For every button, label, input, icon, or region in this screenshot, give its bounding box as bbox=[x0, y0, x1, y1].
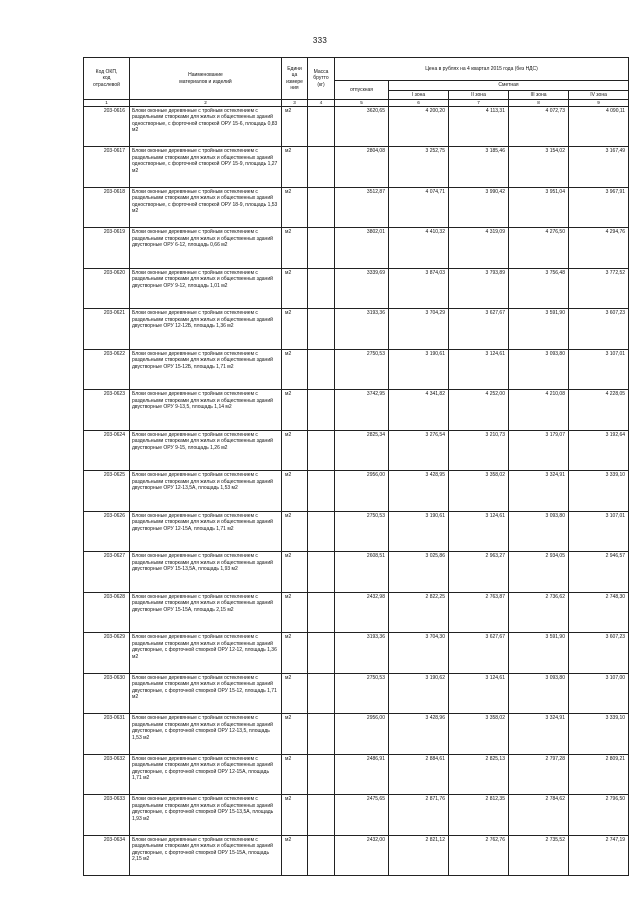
table-body bbox=[84, 106, 629, 876]
cell-unit: м2 bbox=[282, 714, 308, 755]
cell-zone-4-price: 3 192,64 bbox=[569, 430, 629, 471]
cell-mass bbox=[308, 147, 335, 188]
cell-zone-2-price: 3 358,02 bbox=[449, 471, 509, 512]
cell-unit: м2 bbox=[282, 268, 308, 309]
col-index: 1 bbox=[84, 100, 130, 107]
col-index: 8 bbox=[509, 100, 569, 107]
cell-zone-4-price: 3 607,23 bbox=[569, 309, 629, 350]
cell-release-price: 2750,53 bbox=[335, 673, 389, 714]
price-table bbox=[83, 57, 629, 876]
col-index: 9 bbox=[569, 100, 629, 107]
cell-zone-3-price: 3 093,80 bbox=[509, 511, 569, 552]
cell-zone-3-price: 4 072,73 bbox=[509, 106, 569, 147]
cell-code: 203-0632 bbox=[84, 754, 130, 795]
table-row bbox=[84, 592, 629, 633]
cell-mass bbox=[308, 187, 335, 228]
cell-zone-3-price: 3 324,91 bbox=[509, 471, 569, 512]
table-row bbox=[84, 228, 629, 269]
cell-zone-4-price: 4 090,11 bbox=[569, 106, 629, 147]
cell-release-price: 3193,36 bbox=[335, 309, 389, 350]
cell-release-price: 2432,98 bbox=[335, 592, 389, 633]
cell-code: 203-0630 bbox=[84, 673, 130, 714]
cell-zone-3-price: 2 797,28 bbox=[509, 754, 569, 795]
header-zone-1: I зона bbox=[389, 90, 449, 100]
header-zone-2: II зона bbox=[449, 90, 509, 100]
cell-code: 203-0621 bbox=[84, 309, 130, 350]
cell-zone-4-price: 3 107,00 bbox=[569, 673, 629, 714]
cell-zone-1-price: 3 704,29 bbox=[389, 309, 449, 350]
cell-code: 203-0620 bbox=[84, 268, 130, 309]
cell-zone-3-price: 3 951,04 bbox=[509, 187, 569, 228]
header-name: Наименование материалов и изделий bbox=[130, 58, 282, 100]
cell-zone-3-price: 4 276,50 bbox=[509, 228, 569, 269]
cell-code: 203-0625 bbox=[84, 471, 130, 512]
cell-name: Блоки оконные деревянные с тройным остеклением с раздельными створками для жилых и общественных зданий двустворные, с форточной створкой ОРУ 12-15А, площадь 1,71 м2 bbox=[130, 754, 282, 795]
cell-mass bbox=[308, 309, 335, 350]
cell-mass bbox=[308, 349, 335, 390]
cell-zone-2-price: 3 627,67 bbox=[449, 633, 509, 674]
cell-unit: м2 bbox=[282, 592, 308, 633]
cell-release-price: 2475,65 bbox=[335, 795, 389, 836]
cell-code: 203-0626 bbox=[84, 511, 130, 552]
cell-zone-3-price: 2 934,05 bbox=[509, 552, 569, 593]
cell-zone-1-price: 3 025,86 bbox=[389, 552, 449, 593]
cell-zone-2-price: 3 185,46 bbox=[449, 147, 509, 188]
cell-mass bbox=[308, 430, 335, 471]
cell-zone-3-price: 3 756,48 bbox=[509, 268, 569, 309]
cell-code: 203-0618 bbox=[84, 187, 130, 228]
cell-zone-1-price: 3 428,96 bbox=[389, 714, 449, 755]
cell-zone-1-price: 4 410,32 bbox=[389, 228, 449, 269]
cell-zone-3-price: 3 179,07 bbox=[509, 430, 569, 471]
cell-release-price: 2804,08 bbox=[335, 147, 389, 188]
cell-unit: м2 bbox=[282, 552, 308, 593]
cell-zone-4-price: 2 748,30 bbox=[569, 592, 629, 633]
cell-unit: м2 bbox=[282, 309, 308, 350]
cell-mass bbox=[308, 390, 335, 431]
cell-code: 203-0619 bbox=[84, 228, 130, 269]
table-row bbox=[84, 795, 629, 836]
cell-name: Блоки оконные деревянные с тройным остеклением с раздельными створками для жилых и общественных зданий двустворные ОРУ 12-12Б, площадь 1,36 м2 bbox=[130, 309, 282, 350]
header-code: Код ОКП, код отраслевой bbox=[84, 58, 130, 100]
cell-unit: м2 bbox=[282, 147, 308, 188]
cell-code: 203-0622 bbox=[84, 349, 130, 390]
cell-mass bbox=[308, 511, 335, 552]
cell-name: Блоки оконные деревянные с тройным остеклением с раздельными створками для жилых и общественных зданий двустворные ОРУ 15-15А, площадь 2,15 м2 bbox=[130, 592, 282, 633]
cell-unit: м2 bbox=[282, 633, 308, 674]
cell-release-price: 3193,36 bbox=[335, 633, 389, 674]
cell-mass bbox=[308, 471, 335, 512]
cell-mass bbox=[308, 754, 335, 795]
cell-mass bbox=[308, 673, 335, 714]
cell-zone-1-price: 2 884,61 bbox=[389, 754, 449, 795]
table-row bbox=[84, 673, 629, 714]
cell-code: 203-0633 bbox=[84, 795, 130, 836]
cell-zone-3-price: 2 784,62 bbox=[509, 795, 569, 836]
cell-zone-1-price: 3 190,62 bbox=[389, 673, 449, 714]
table-row bbox=[84, 511, 629, 552]
cell-zone-2-price: 3 793,89 bbox=[449, 268, 509, 309]
cell-release-price: 3620,65 bbox=[335, 106, 389, 147]
cell-zone-1-price: 3 704,30 bbox=[389, 633, 449, 674]
table-row bbox=[84, 268, 629, 309]
cell-zone-1-price: 3 874,03 bbox=[389, 268, 449, 309]
table-row bbox=[84, 309, 629, 350]
cell-unit: м2 bbox=[282, 673, 308, 714]
header-zone-3: III зона bbox=[509, 90, 569, 100]
header-price-group: Цена в рублях на 4 квартал 2015 года (без НДС) bbox=[335, 58, 629, 81]
cell-mass bbox=[308, 795, 335, 836]
col-index: 3 bbox=[282, 100, 308, 107]
cell-zone-4-price: 2 747,19 bbox=[569, 835, 629, 876]
cell-release-price: 2486,91 bbox=[335, 754, 389, 795]
cell-unit: м2 bbox=[282, 349, 308, 390]
cell-zone-3-price: 2 735,52 bbox=[509, 835, 569, 876]
table-row bbox=[84, 147, 629, 188]
cell-zone-2-price: 2 825,13 bbox=[449, 754, 509, 795]
cell-release-price: 2956,00 bbox=[335, 471, 389, 512]
col-index: 6 bbox=[389, 100, 449, 107]
cell-unit: м2 bbox=[282, 511, 308, 552]
cell-unit: м2 bbox=[282, 106, 308, 147]
cell-name: Блоки оконные деревянные с тройным остеклением с раздельными створками для жилых и общественных зданий двустворные ОРУ 6-12, площадь 0,66 м2 bbox=[130, 228, 282, 269]
cell-code: 203-0617 bbox=[84, 147, 130, 188]
column-index-row bbox=[84, 100, 629, 107]
col-index: 4 bbox=[308, 100, 335, 107]
cell-zone-4-price: 3 339,10 bbox=[569, 714, 629, 755]
cell-code: 203-0616 bbox=[84, 106, 130, 147]
cell-release-price: 2608,51 bbox=[335, 552, 389, 593]
cell-zone-1-price: 3 190,61 bbox=[389, 349, 449, 390]
header-zone-4: IV зона bbox=[569, 90, 629, 100]
cell-zone-3-price: 4 210,08 bbox=[509, 390, 569, 431]
cell-zone-4-price: 3 607,23 bbox=[569, 633, 629, 674]
cell-zone-1-price: 3 428,95 bbox=[389, 471, 449, 512]
cell-mass bbox=[308, 633, 335, 674]
cell-zone-4-price: 4 228,05 bbox=[569, 390, 629, 431]
table-row bbox=[84, 754, 629, 795]
cell-zone-2-price: 3 990,42 bbox=[449, 187, 509, 228]
cell-zone-4-price: 2 809,21 bbox=[569, 754, 629, 795]
cell-zone-4-price: 3 339,10 bbox=[569, 471, 629, 512]
cell-unit: м2 bbox=[282, 754, 308, 795]
cell-code: 203-0627 bbox=[84, 552, 130, 593]
cell-release-price: 3802,01 bbox=[335, 228, 389, 269]
cell-zone-2-price: 4 252,00 bbox=[449, 390, 509, 431]
cell-name: Блоки оконные деревянные с тройным остеклением с раздельными створками для жилых и общественных зданий двустворные, с форточной створкой ОРУ 12-12, площадь 1,36 м2 bbox=[130, 633, 282, 674]
cell-mass bbox=[308, 835, 335, 876]
cell-zone-1-price: 2 821,12 bbox=[389, 835, 449, 876]
cell-code: 203-0631 bbox=[84, 714, 130, 755]
cell-name: Блоки оконные деревянные с тройным остеклением с раздельными створками для жилых и общественных зданий двустворные, с форточной створкой ОРУ 15-13,5А, площадь 1,93 м2 bbox=[130, 795, 282, 836]
table-row bbox=[84, 430, 629, 471]
header-release: отпускная bbox=[335, 81, 389, 100]
cell-zone-3-price: 3 591,90 bbox=[509, 309, 569, 350]
header-estimate: Сметная bbox=[389, 81, 629, 91]
col-index: 2 bbox=[130, 100, 282, 107]
cell-zone-3-price: 2 736,62 bbox=[509, 592, 569, 633]
cell-unit: м2 bbox=[282, 795, 308, 836]
table-row bbox=[84, 552, 629, 593]
table-row bbox=[84, 187, 629, 228]
cell-release-price: 3512,87 bbox=[335, 187, 389, 228]
cell-zone-2-price: 2 963,27 bbox=[449, 552, 509, 593]
page-number: 333 bbox=[312, 36, 328, 45]
header-unit: Едини ца измере ния bbox=[282, 58, 308, 100]
cell-zone-4-price: 3 967,91 bbox=[569, 187, 629, 228]
cell-zone-2-price: 3 210,73 bbox=[449, 430, 509, 471]
cell-release-price: 2750,53 bbox=[335, 511, 389, 552]
cell-zone-4-price: 4 294,76 bbox=[569, 228, 629, 269]
cell-zone-1-price: 4 074,71 bbox=[389, 187, 449, 228]
cell-code: 203-0629 bbox=[84, 633, 130, 674]
cell-zone-2-price: 2 763,87 bbox=[449, 592, 509, 633]
cell-release-price: 3339,69 bbox=[335, 268, 389, 309]
table-row bbox=[84, 106, 629, 147]
cell-zone-2-price: 3 124,61 bbox=[449, 349, 509, 390]
cell-zone-1-price: 3 276,54 bbox=[389, 430, 449, 471]
cell-mass bbox=[308, 714, 335, 755]
cell-zone-2-price: 4 319,09 bbox=[449, 228, 509, 269]
cell-name: Блоки оконные деревянные с тройным остеклением с раздельными створками для жилых и общественных зданий двустворные ОРУ 9-12, площадь 1,01 м2 bbox=[130, 268, 282, 309]
cell-unit: м2 bbox=[282, 187, 308, 228]
cell-zone-4-price: 3 167,49 bbox=[569, 147, 629, 188]
col-index: 7 bbox=[449, 100, 509, 107]
cell-code: 203-0628 bbox=[84, 592, 130, 633]
cell-code: 203-0623 bbox=[84, 390, 130, 431]
cell-zone-4-price: 2 946,57 bbox=[569, 552, 629, 593]
table-row bbox=[84, 835, 629, 876]
cell-release-price: 3742,95 bbox=[335, 390, 389, 431]
cell-mass bbox=[308, 552, 335, 593]
cell-zone-3-price: 3 093,80 bbox=[509, 673, 569, 714]
cell-unit: м2 bbox=[282, 835, 308, 876]
cell-name: Блоки оконные деревянные с тройным остеклением с раздельными створками для жилых и общественных зданий двустворные ОРУ 9-13,5, площадь 1,14 м2 bbox=[130, 390, 282, 431]
cell-name: Блоки оконные деревянные с тройным остеклением с раздельными створками для жилых и общественных зданий одностворные, с форточной створкой ОРУ 15-9, площадь 1,27 м2 bbox=[130, 147, 282, 188]
cell-zone-4-price: 3 107,01 bbox=[569, 511, 629, 552]
cell-name: Блоки оконные деревянные с тройным остеклением с раздельными створками для жилых и общественных зданий одностворные, с форточной створкой ОРУ 15-6, площадь 0,83 м2 bbox=[130, 106, 282, 147]
cell-unit: м2 bbox=[282, 471, 308, 512]
cell-zone-1-price: 3 252,75 bbox=[389, 147, 449, 188]
cell-code: 203-0634 bbox=[84, 835, 130, 876]
cell-name: Блоки оконные деревянные с тройным остеклением с раздельными створками для жилых и общественных зданий двустворные, с форточной створкой ОРУ 15-15А, площадь 2,15 м2 bbox=[130, 835, 282, 876]
cell-zone-2-price: 3 124,61 bbox=[449, 511, 509, 552]
cell-unit: м2 bbox=[282, 228, 308, 269]
table-row bbox=[84, 349, 629, 390]
header-mass: Масса брутто (кг) bbox=[308, 58, 335, 100]
cell-name: Блоки оконные деревянные с тройным остеклением с раздельными створками для жилых и общественных зданий двустворные ОРУ 12-13,5А, площадь 1,53 м2 bbox=[130, 471, 282, 512]
table-row bbox=[84, 390, 629, 431]
cell-zone-3-price: 3 324,91 bbox=[509, 714, 569, 755]
cell-name: Блоки оконные деревянные с тройным остеклением с раздельными створками для жилых и общественных зданий двустворные ОРУ 15-13,5А, площадь 1,93 м2 bbox=[130, 552, 282, 593]
table-row bbox=[84, 714, 629, 755]
cell-name: Блоки оконные деревянные с тройным остеклением с раздельными створками для жилых и общественных зданий одностворные, с форточной створкой ОРУ 18-9, площадь 1,53 м2 bbox=[130, 187, 282, 228]
cell-code: 203-0624 bbox=[84, 430, 130, 471]
cell-zone-2-price: 2 812,35 bbox=[449, 795, 509, 836]
table-row bbox=[84, 471, 629, 512]
cell-zone-2-price: 3 124,61 bbox=[449, 673, 509, 714]
cell-release-price: 2432,00 bbox=[335, 835, 389, 876]
table-row bbox=[84, 633, 629, 674]
cell-zone-1-price: 4 200,20 bbox=[389, 106, 449, 147]
cell-mass bbox=[308, 592, 335, 633]
cell-release-price: 2750,53 bbox=[335, 349, 389, 390]
cell-mass bbox=[308, 228, 335, 269]
cell-unit: м2 bbox=[282, 390, 308, 431]
cell-zone-1-price: 4 341,82 bbox=[389, 390, 449, 431]
cell-unit: м2 bbox=[282, 430, 308, 471]
cell-zone-3-price: 3 154,02 bbox=[509, 147, 569, 188]
cell-name: Блоки оконные деревянные с тройным остеклением с раздельными створками для жилых и общественных зданий двустворные, с форточной створкой ОРУ 15-12, площадь 1,71 м2 bbox=[130, 673, 282, 714]
cell-zone-4-price: 3 772,52 bbox=[569, 268, 629, 309]
cell-name: Блоки оконные деревянные с тройным остеклением с раздельными створками для жилых и общественных зданий двустворные, с форточной створкой ОРУ 12-13,5, площадь 1,53 м2 bbox=[130, 714, 282, 755]
cell-zone-2-price: 4 113,31 bbox=[449, 106, 509, 147]
cell-zone-1-price: 2 871,76 bbox=[389, 795, 449, 836]
cell-zone-3-price: 3 591,90 bbox=[509, 633, 569, 674]
cell-name: Блоки оконные деревянные с тройным остеклением с раздельными створками для жилых и общественных зданий двустворные ОРУ 15-12Б, площадь 1,71 м2 bbox=[130, 349, 282, 390]
cell-zone-2-price: 3 358,02 bbox=[449, 714, 509, 755]
cell-zone-1-price: 2 822,25 bbox=[389, 592, 449, 633]
cell-zone-2-price: 2 762,76 bbox=[449, 835, 509, 876]
cell-zone-1-price: 3 190,61 bbox=[389, 511, 449, 552]
cell-name: Блоки оконные деревянные с тройным остеклением с раздельными створками для жилых и общественных зданий двустворные ОРУ 12-15А, площадь 1,71 м2 bbox=[130, 511, 282, 552]
cell-zone-4-price: 3 107,01 bbox=[569, 349, 629, 390]
cell-zone-3-price: 3 093,80 bbox=[509, 349, 569, 390]
col-index: 5 bbox=[335, 100, 389, 107]
cell-release-price: 2825,34 bbox=[335, 430, 389, 471]
cell-name: Блоки оконные деревянные с тройным остеклением с раздельными створками для жилых и общественных зданий двустворные ОРУ 9-15, площадь 1,26 м2 bbox=[130, 430, 282, 471]
cell-release-price: 2956,00 bbox=[335, 714, 389, 755]
cell-zone-4-price: 2 796,50 bbox=[569, 795, 629, 836]
cell-mass bbox=[308, 268, 335, 309]
cell-zone-2-price: 3 627,67 bbox=[449, 309, 509, 350]
cell-mass bbox=[308, 106, 335, 147]
